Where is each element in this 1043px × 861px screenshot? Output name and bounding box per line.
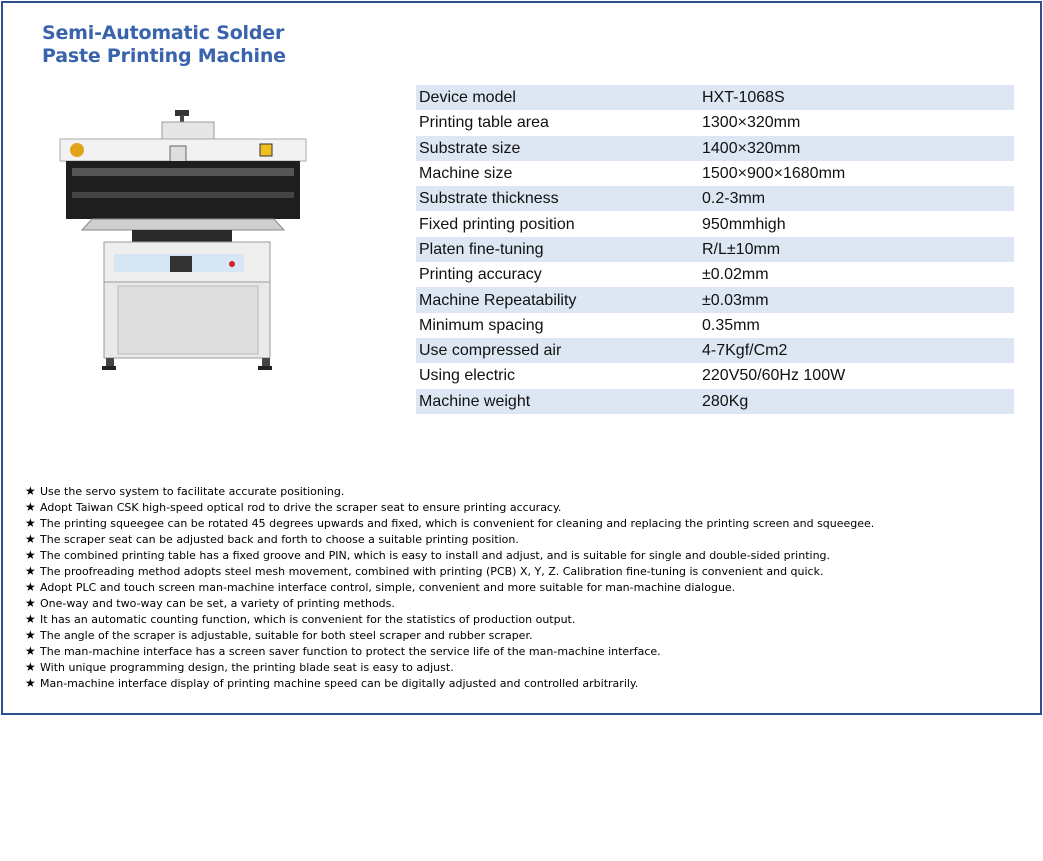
feature-item (25, 563, 874, 579)
feature-item (25, 675, 874, 691)
spec-value: HXT-1068S (699, 85, 1014, 110)
spec-row (416, 363, 1014, 388)
machine-image (52, 106, 312, 378)
spec-value: R/L±10mm (699, 237, 1014, 262)
feature-item (25, 531, 874, 547)
spec-row (416, 237, 1014, 262)
spec-row (416, 287, 1014, 312)
spec-label: Platen fine-tuning (416, 237, 699, 262)
feature-text: The angle of the scraper is adjustable, suitable for both steel scraper and rubber scraper. (40, 629, 533, 642)
spec-value: 950mmhigh (702, 215, 786, 233)
star-icon: ★ (25, 660, 36, 674)
feature-text: Man-machine interface display of printing machine speed can be digitally adjusted and controlled arbitrarily. (40, 677, 639, 690)
star-icon: ★ (25, 676, 36, 690)
feature-item (25, 483, 874, 499)
star-icon: ★ (25, 628, 36, 642)
feature-item (25, 547, 874, 563)
spec-label: Machine weight (416, 389, 699, 414)
feature-text: The printing squeegee can be rotated 45 degrees upwards and fixed, which is convenient for cleaning and replacing the printing screen and squeegee. (40, 517, 875, 530)
spec-row (416, 186, 1014, 211)
spec-row (416, 85, 1014, 110)
spec-row (416, 262, 1014, 287)
feature-item (25, 611, 874, 627)
spec-row (416, 161, 1014, 186)
spec-row (416, 110, 1014, 135)
spec-value: 1300×320mm (702, 114, 801, 132)
spec-row (416, 136, 1014, 161)
spec-label: Substrate size (416, 136, 699, 161)
feature-text: It has an automatic counting function, which is convenient for the statistics of production output. (40, 613, 576, 626)
star-icon: ★ (25, 532, 36, 546)
spec-label: Printing accuracy (419, 266, 542, 284)
feature-text: The scraper seat can be adjusted back and forth to choose a suitable printing position. (40, 533, 519, 546)
feature-item (25, 499, 874, 515)
page-title (42, 22, 286, 68)
spec-label: Fixed printing position (419, 215, 575, 233)
spec-label: Use compressed air (416, 338, 699, 363)
star-icon: ★ (25, 516, 36, 530)
spec-value: 1400×320mm (699, 136, 1014, 161)
star-icon: ★ (25, 612, 36, 626)
feature-text: The man-machine interface has a screen saver function to protect the service life of the man-machine interface. (40, 645, 661, 658)
feature-text: One-way and two-way can be set, a variety of printing methods. (40, 597, 395, 610)
feature-text: With unique programming design, the printing blade seat is easy to adjust. (40, 661, 454, 674)
feature-item (25, 659, 874, 675)
spec-label: Using electric (419, 367, 516, 385)
spec-value: 0.2-3mm (699, 186, 1014, 211)
spec-value: 1500×900×1680mm (702, 165, 846, 183)
feature-text: The proofreading method adopts steel mesh movement, combined with printing (PCB) X, Y, Z. Calibration fine-tuning is convenient and quick. (40, 565, 824, 578)
spec-value: 220V50/60Hz 100W (702, 367, 846, 385)
spec-value: 0.35mm (702, 316, 760, 334)
spec-table (416, 85, 1014, 414)
spec-row (416, 338, 1014, 363)
spec-row (416, 211, 1014, 236)
feature-item (25, 627, 874, 643)
feature-item (25, 515, 874, 531)
spec-label: Machine size (419, 165, 513, 183)
spec-value: ±0.02mm (702, 266, 769, 284)
feature-item (25, 579, 874, 595)
star-icon: ★ (25, 548, 36, 562)
star-icon: ★ (25, 500, 36, 514)
star-icon: ★ (25, 596, 36, 610)
spec-label: Substrate thickness (416, 186, 699, 211)
spec-value: ±0.03mm (699, 287, 1014, 312)
star-icon: ★ (25, 564, 36, 578)
feature-text: The combined printing table has a fixed groove and PIN, which is easy to install and adjust, and is suitable for single and double-sided printing. (40, 549, 831, 562)
title-line-1: Semi-Automatic Solder (42, 22, 285, 44)
spec-value: 4-7Kgf/Cm2 (699, 338, 1014, 363)
spec-row (416, 389, 1014, 414)
spec-label: Device model (416, 85, 699, 110)
spec-row (416, 313, 1014, 338)
spec-label: Printing table area (419, 114, 549, 132)
star-icon: ★ (25, 644, 36, 658)
spec-label: Minimum spacing (419, 316, 544, 334)
feature-list (25, 483, 874, 691)
feature-item (25, 643, 874, 659)
feature-text: Use the servo system to facilitate accurate positioning. (40, 485, 345, 498)
star-icon: ★ (25, 484, 36, 498)
title-line-2: Paste Printing Machine (42, 45, 286, 67)
feature-item (25, 595, 874, 611)
feature-text: Adopt Taiwan CSK high-speed optical rod to drive the scraper seat to ensure printing accuracy. (40, 501, 562, 514)
spec-label: Machine Repeatability (416, 287, 699, 312)
spec-value: 280Kg (699, 389, 1014, 414)
feature-text: Adopt PLC and touch screen man-machine interface control, simple, convenient and more suitable for man-machine dialogue. (40, 581, 736, 594)
star-icon: ★ (25, 580, 36, 594)
